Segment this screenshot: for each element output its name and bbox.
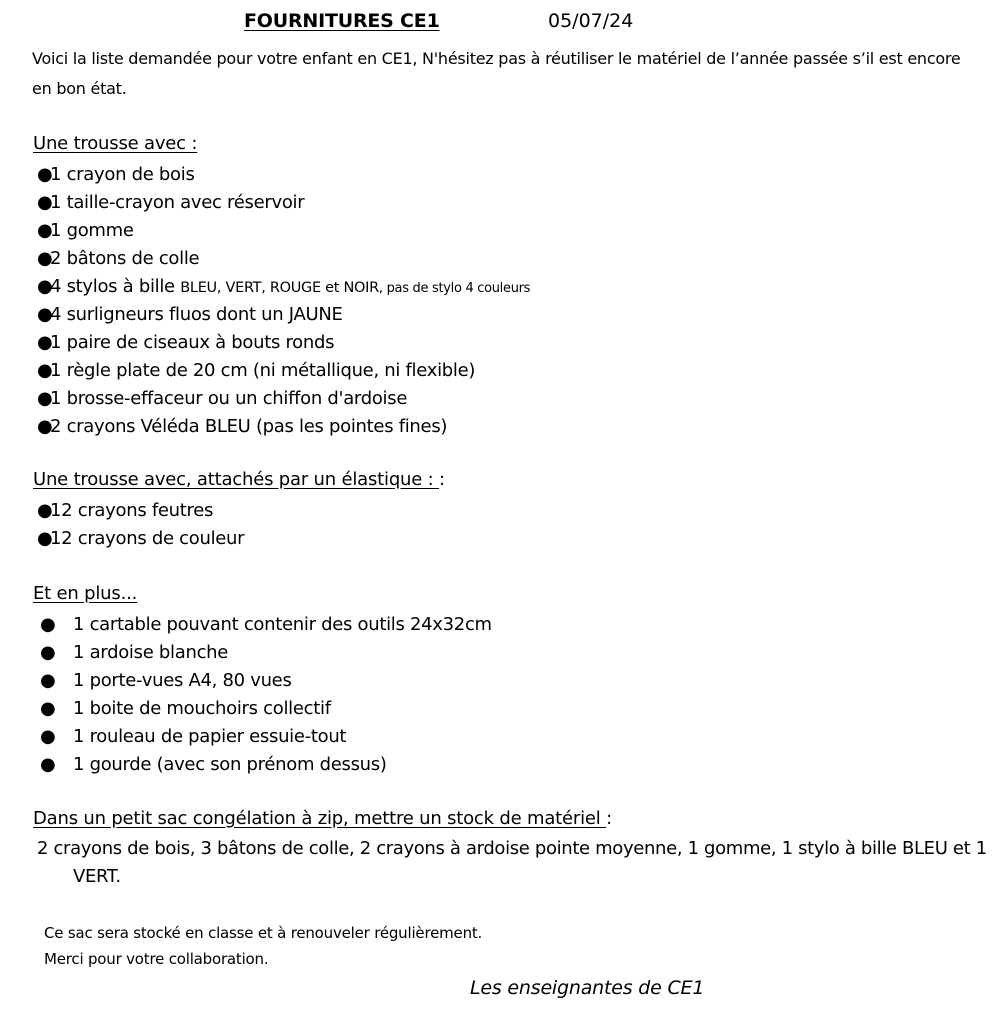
bullet-icon: ● (37, 360, 53, 381)
bullet-icon: ● (40, 754, 56, 775)
list-item: ●1 taille-crayon avec réservoir (37, 189, 530, 217)
signature: Les enseignantes de CE1 (470, 977, 705, 999)
list-item: ● 1 boite de mouchoirs collectif (40, 695, 492, 723)
bullet-icon: ● (40, 726, 56, 747)
elastique-list (37, 497, 244, 553)
list-item-stylos: ●4 stylos à bille BLEU, VERT, ROUGE et NOIR, pas de stylo 4 couleurs (37, 273, 530, 301)
list-item: ● 1 cartable pouvant contenir des outils 24x32cm (40, 611, 492, 639)
section-heading-tail: : (439, 469, 445, 490)
list-item: ●12 crayons de couleur (37, 525, 244, 553)
list-item: ● 1 gourde (avec son prénom dessus) (40, 751, 492, 779)
stock-paragraph: 2 crayons de bois, 3 bâtons de colle, 2 crayons à ardoise pointe moyenne, 1 gomme, 1 stylo à bille BLEU et 1 VERT. (37, 838, 987, 887)
section-heading-tail: : (606, 808, 612, 829)
list-item: ●2 crayons Véléda BLEU (pas les pointes fines) (37, 413, 530, 441)
note-storage: Ce sac sera stocké en classe et à renouveler régulièrement. (44, 924, 483, 942)
document-date: 05/07/24 (548, 10, 634, 32)
bullet-icon: ● (40, 642, 56, 663)
bullet-icon: ● (37, 276, 53, 297)
document-title: FOURNITURES CE1 (244, 10, 440, 32)
list-item: ●1 règle plate de 20 cm (ni métallique, ni flexible) (37, 357, 530, 385)
trousse-list (37, 161, 530, 441)
section-heading-elastique (33, 469, 445, 490)
section-heading-en-plus (33, 583, 137, 604)
section-heading-text: Une trousse avec : (33, 133, 198, 154)
bullet-icon: ● (40, 614, 56, 635)
section-heading-text: Et en plus... (33, 583, 138, 604)
list-item: ●4 surligneurs fluos dont un JAUNE (37, 301, 530, 329)
title-row (0, 10, 999, 36)
section-heading-stock (33, 808, 612, 829)
bullet-icon: ● (37, 248, 53, 269)
bullet-icon: ● (37, 164, 53, 185)
section-heading-trousse (33, 133, 197, 154)
list-item: ● 1 porte-vues A4, 80 vues (40, 667, 492, 695)
note-thanks: Merci pour votre collaboration. (44, 950, 269, 968)
bullet-icon: ● (37, 528, 53, 549)
list-item: ●1 gomme (37, 217, 530, 245)
en-plus-list (40, 611, 492, 779)
bullet-icon: ● (37, 220, 53, 241)
bullet-icon: ● (37, 192, 53, 213)
list-item: ● 1 ardoise blanche (40, 639, 492, 667)
list-item: ●1 brosse-effaceur ou un chiffon d'ardoise (37, 385, 530, 413)
list-item: ●1 paire de ciseaux à bouts ronds (37, 329, 530, 357)
bullet-icon: ● (40, 698, 56, 719)
bullet-icon: ● (40, 670, 56, 691)
bullet-icon: ● (37, 416, 53, 437)
stylos-colors: BLEU, VERT, ROUGE et NOIR (180, 280, 379, 296)
bullet-icon: ● (37, 500, 53, 521)
list-item: ●1 crayon de bois (37, 161, 530, 189)
list-item: ●12 crayons feutres (37, 497, 244, 525)
bullet-icon: ● (37, 304, 53, 325)
stylos-note: , pas de stylo 4 couleurs (378, 281, 531, 296)
bullet-icon: ● (37, 332, 53, 353)
bullet-icon: ● (37, 388, 53, 409)
section-heading-text: Dans un petit sac congélation à zip, mettre un stock de matériel (33, 808, 607, 829)
section-heading-text: Une trousse avec, attachés par un élastique : (33, 469, 440, 490)
intro-paragraph: Voici la liste demandée pour votre enfant en CE1, N'hésitez pas à réutiliser le matériel de l’année passée s’il est encore en bon état. (32, 49, 961, 98)
list-item: ● 1 rouleau de papier essuie-tout (40, 723, 492, 751)
list-item: ●2 bâtons de colle (37, 245, 530, 273)
